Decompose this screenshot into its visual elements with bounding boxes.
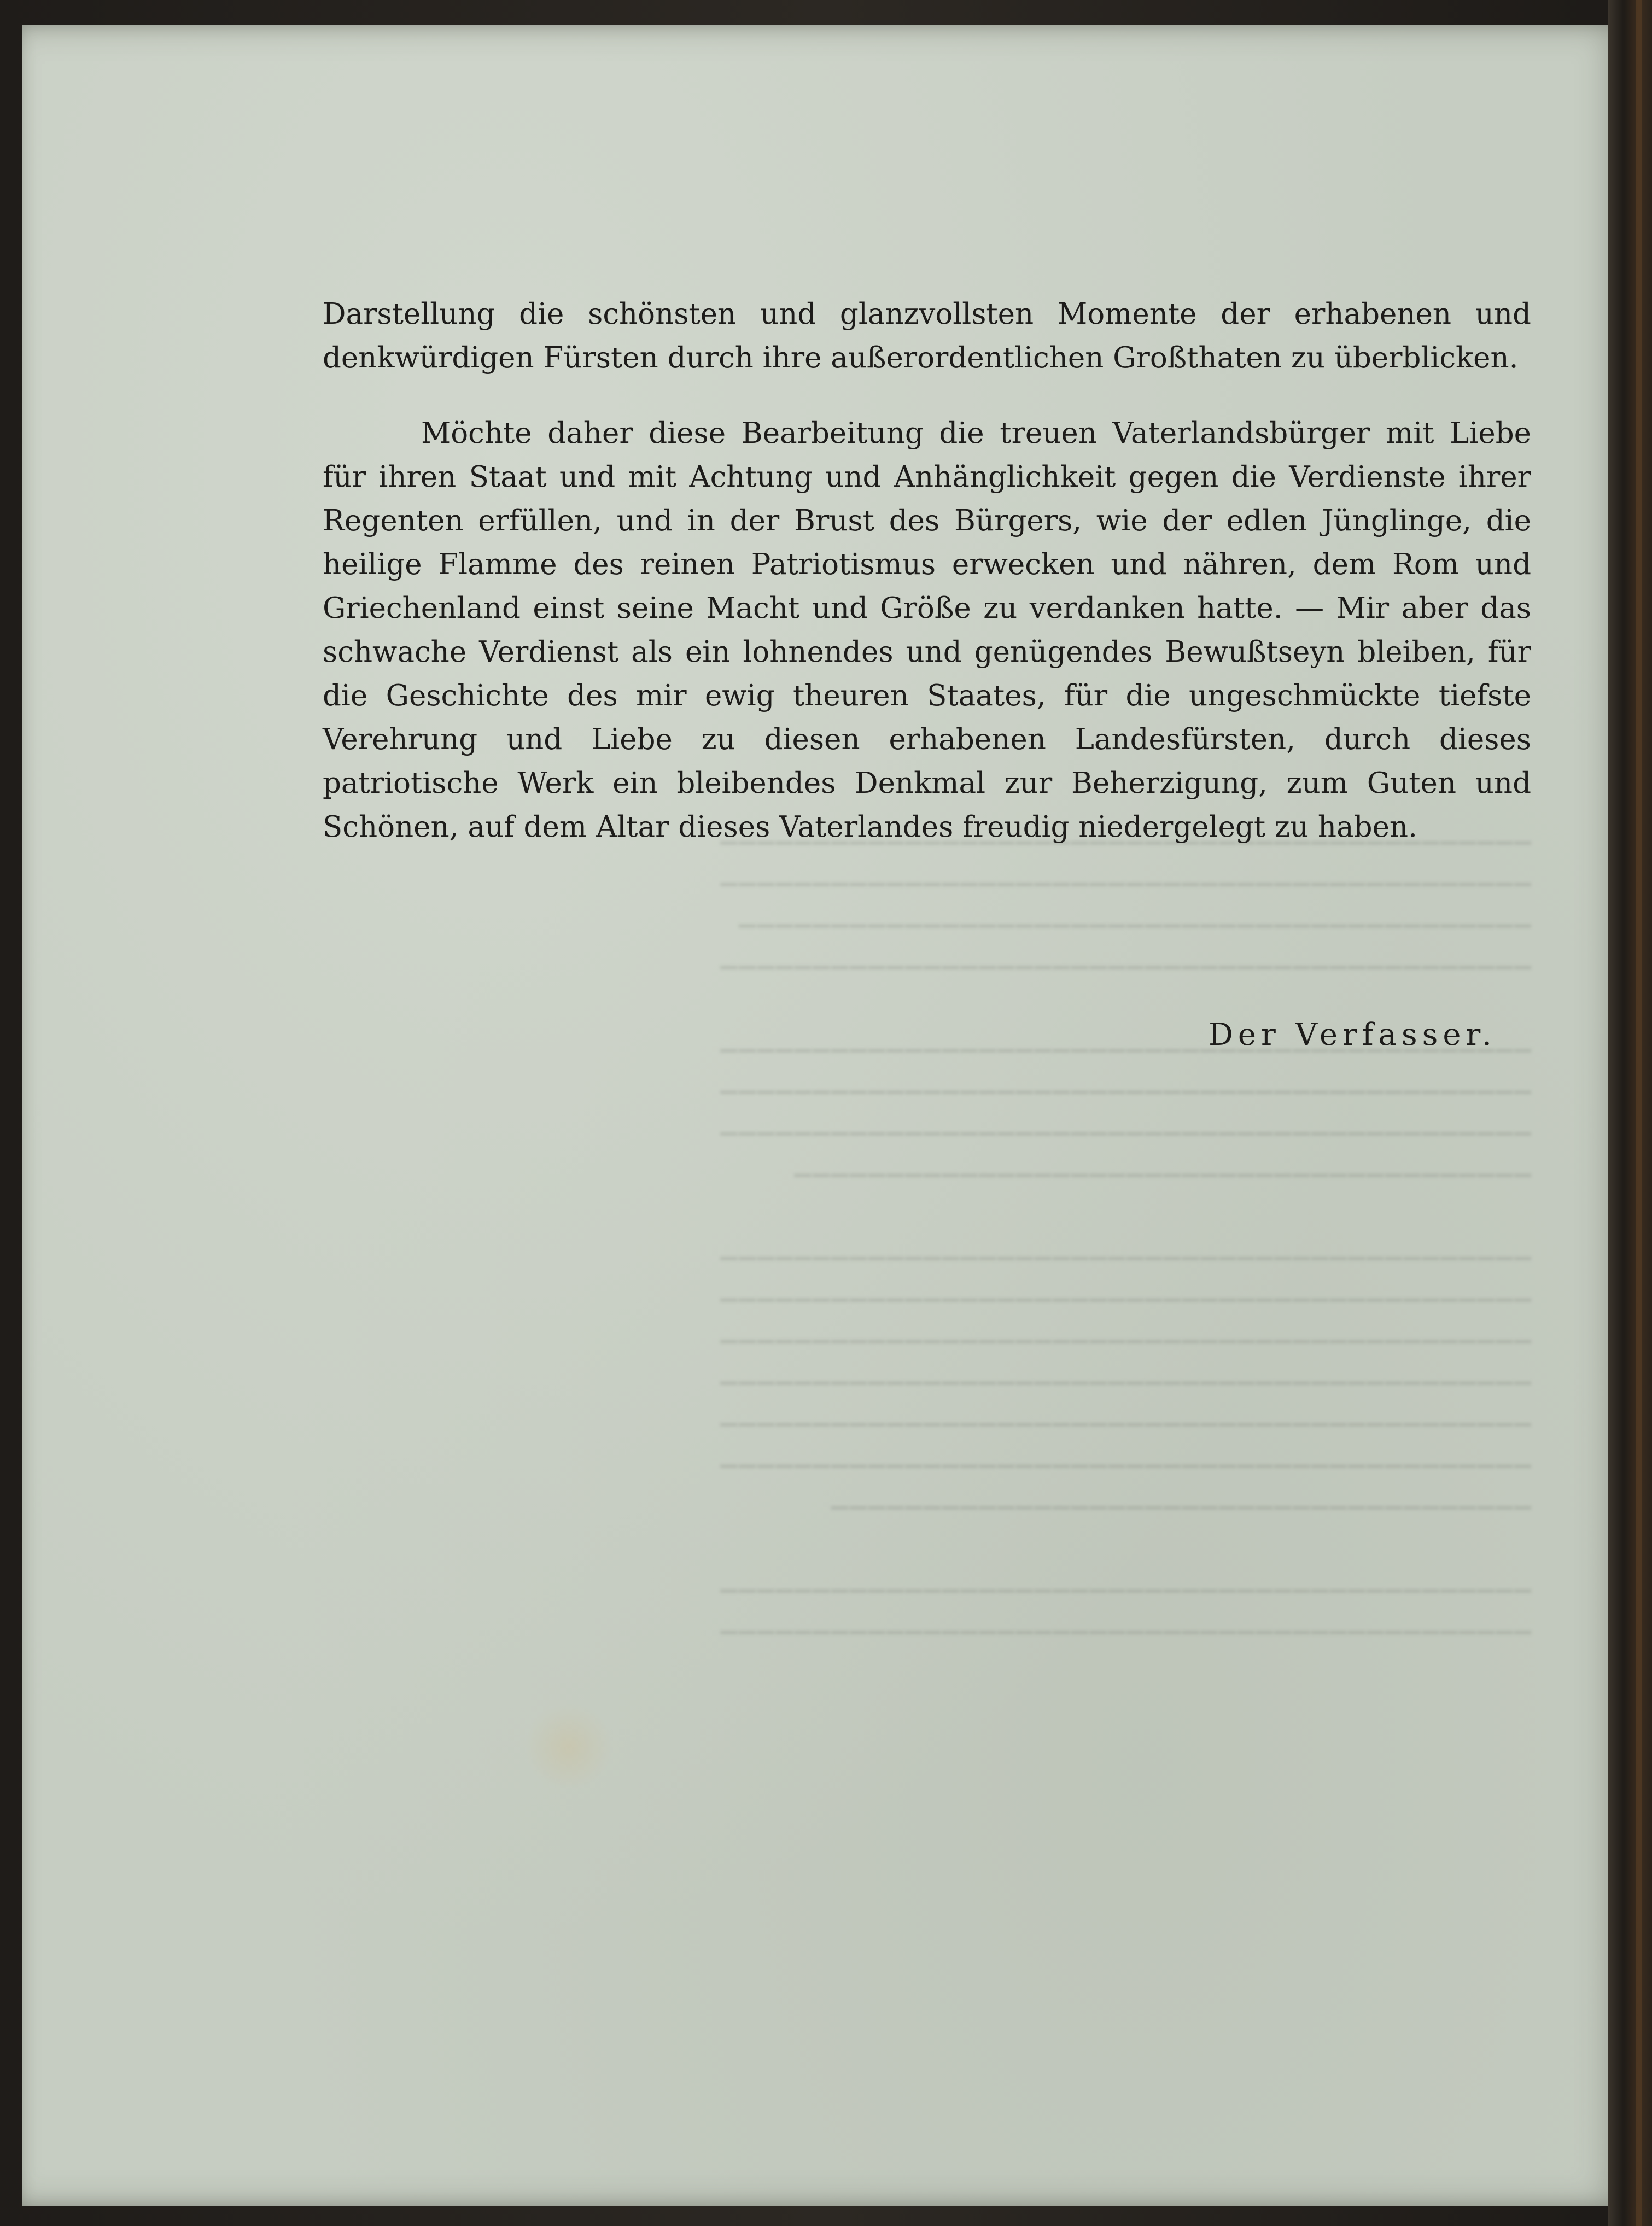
document-page [22,25,1627,2206]
author-signature: Der Verfasser. [1209,1017,1497,1053]
body-text [323,293,1531,849]
spine-stripe [1636,0,1642,2226]
paragraph-main: Möchte daher diese Bearbeitung die treuen Vaterlandsbürger mit Liebe für ihren Staat und mit Achtung und Anhänglichkeit gegen die Verdienste ihrer Regenten erfüllen, und in der Brust des Bürgers, wie der edlen Jünglinge, die heilige Flamme des reinen Patriotismus erwecken und nähren, dem Rom und Griechenland einst seine Macht und Größe zu verdanken hatte. — Mir aber das schwache Verdienst als ein lohnendes und genügendes Bewußtseyn bleiben, für die Geschichte des mir ewig theuren Staates, für die ungeschmückte tiefste Verehrung und Liebe zu diesen erhabenen Landesfürsten, durch dieses patriotische Werk ein bleibendes Denkmal zur Beherzigung, zum Guten und Schönen, auf dem Altar dieses Vaterlandes freudig niedergelegt zu haben. [323,417,1531,844]
book-spine [1608,0,1652,2226]
bleed-through-texture: ▔▔▔▔▔▔▔▔▔▔▔▔▔▔▔▔▔▔▔▔▔▔▔▔▔▔▔▔▔▔▔▔▔▔▔▔▔▔▔▔▔▔▔▔ ▔▔▔▔▔▔▔▔▔▔▔▔▔▔▔▔▔▔▔▔▔▔▔▔▔▔▔▔▔▔▔▔▔▔▔▔▔▔▔▔▔▔▔▔ ▔▔▔▔▔▔▔▔▔▔▔▔▔▔▔▔▔▔▔▔▔▔▔▔▔▔▔▔▔▔▔▔▔▔▔▔▔▔▔▔▔▔▔ ▔▔▔▔▔▔▔▔▔▔▔▔▔▔▔▔▔▔▔▔▔▔▔▔▔▔▔▔▔▔▔▔▔▔▔▔▔▔▔▔▔▔▔▔ ▔▔▔▔▔▔▔▔▔▔▔▔▔▔▔▔▔▔▔▔▔▔▔▔▔▔▔▔▔▔▔▔▔▔▔▔▔▔▔▔▔▔▔▔ ▔▔▔▔▔▔▔▔▔▔▔▔▔▔▔▔▔▔▔▔▔▔▔▔▔▔▔▔▔▔▔▔▔▔▔▔▔▔▔▔▔▔▔▔ ▔▔▔▔▔▔▔▔▔▔▔▔▔▔▔▔▔▔▔▔▔▔▔▔▔▔▔▔▔▔▔▔▔▔▔▔▔▔▔▔▔▔▔▔ ▔▔▔▔▔▔▔▔▔▔▔▔▔▔▔▔▔▔▔▔▔▔▔▔▔▔▔▔▔▔▔▔▔▔▔▔▔▔▔▔ ▔▔▔▔▔▔▔▔▔▔▔▔▔▔▔▔▔▔▔▔▔▔▔▔▔▔▔▔▔▔▔▔▔▔▔▔▔▔▔▔▔▔▔▔ ▔▔▔▔▔▔▔▔▔▔▔▔▔▔▔▔▔▔▔▔▔▔▔▔▔▔▔▔▔▔▔▔▔▔▔▔▔▔▔▔▔▔▔▔ ▔▔▔▔▔▔▔▔▔▔▔▔▔▔▔▔▔▔▔▔▔▔▔▔▔▔▔▔▔▔▔▔▔▔▔▔▔▔▔▔▔▔▔▔ ▔▔▔▔▔▔▔▔▔▔▔▔▔▔▔▔▔▔▔▔▔▔▔▔▔▔▔▔▔▔▔▔▔▔▔▔▔▔▔▔▔▔▔▔ ▔▔▔▔▔▔▔▔▔▔▔▔▔▔▔▔▔▔▔▔▔▔▔▔▔▔▔▔▔▔▔▔▔▔▔▔▔▔▔▔▔▔▔▔ ▔▔▔▔▔▔▔▔▔▔▔▔▔▔▔▔▔▔▔▔▔▔▔▔▔▔▔▔▔▔▔▔▔▔▔▔▔▔▔▔▔▔▔▔ ▔▔▔▔▔▔▔▔▔▔▔▔▔▔▔▔▔▔▔▔▔▔▔▔▔▔▔▔▔▔▔▔▔▔▔▔▔▔ ▔▔▔▔▔▔▔▔▔▔▔▔▔▔▔▔▔▔▔▔▔▔▔▔▔▔▔▔▔▔▔▔▔▔▔▔▔▔▔▔▔▔▔▔ ▔▔▔▔▔▔▔▔▔▔▔▔▔▔▔▔▔▔▔▔▔▔▔▔▔▔▔▔▔▔▔▔▔▔▔▔▔▔▔▔▔▔▔▔ [719,842,1531,1657]
paragraph-continuation: Darstellung die schönsten und glanzvollsten Momente der erhabenen und denkwürdigen Fürsten durch ihre außerordentlichen Großthaten zu überblicken. [323,297,1531,375]
